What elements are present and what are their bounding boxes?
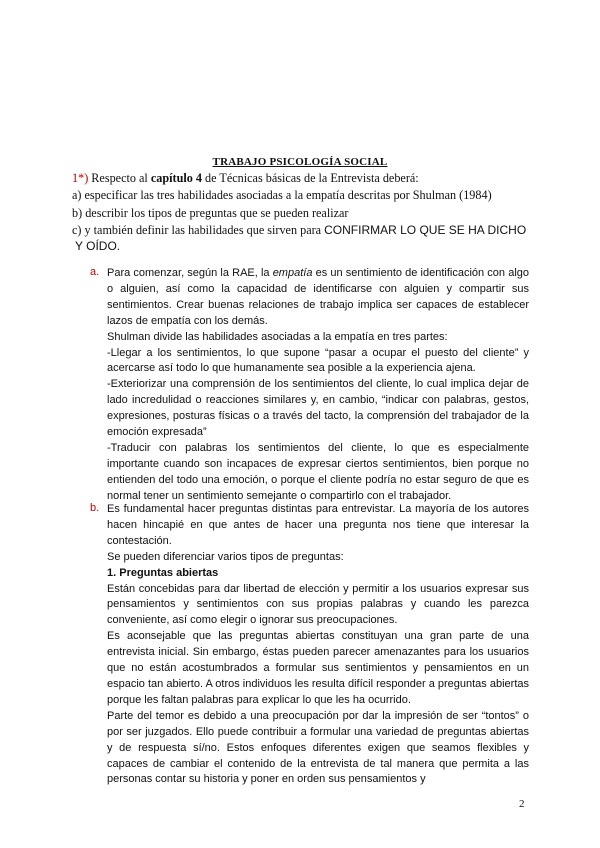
question-a: a) especificar las tres habilidades asociadas a la empatía descritas por Shulman (1984) [72,188,492,202]
page-number: 2 [519,798,525,810]
section-b-paragraph: Parte del temor es debido a una preocupación por dar la impresión de ser “tontos” o por ser juzgados. Ello puede contribuir a formular una variedad de preguntas abiertas y de respuesta sí/no. Estos enfoques diferentes exigen que seamos flexibles y capaces de cambiar el contenido de la entrevista de tal manera que permita a las personas contar su historia y poner en orden sus pensamientos y [107,709,529,786]
section-a-p1-suffix: es un sentimiento de identificación con algo o alguien, así como la capacidad de identificarse con alguien y compartir sus sentimientos. Crear buenas relaciones de trabajo implica ser capaces de establecer lazos de empatía con los demás. [107,267,529,327]
document-title: TRABAJO PSICOLOGÍA SOCIAL [212,156,388,168]
section-b-marker: b. [90,502,100,514]
question-c [72,222,542,238]
question-c-emphasis: CONFIRMAR LO QUE SE HA DICHO [324,223,527,237]
section-a-paragraph: -Llegar a los sentimientos, lo que supone “pasar a ocupar el puesto del cliente” y acercarse así todo lo que humanamente sea posible a la experiencia ajena. [107,346,529,375]
section-a-paragraph [107,266,529,330]
question-number: 1*) [72,171,89,185]
question-c-prefix: c) y también definir las habilidades que sirven para [72,223,325,237]
section-a-marker: a. [90,266,100,278]
section-a-p1-italic: empatía [272,267,313,279]
section-a-p1-prefix: Para comenzar, según la RAE, la [107,267,273,279]
question-c-line2: Y OÍDO. [75,239,121,253]
section-a-body [107,266,529,505]
question-c-continuation [75,238,545,254]
section-b-paragraph: Es aconsejable que las preguntas abiertas constituyan una gran parte de una entrevista inicial. Sin embargo, éstas pueden parecer amenazantes para los usuarios que no están acostumbrados a formular sus sentimientos y pensamientos en un espacio tan abierto. A otros individuos les resulta difícil responder a preguntas abiertas porque les faltan palabras para explicar lo que les ha ocurrido. [107,630,529,706]
section-a-paragraph: Shulman divide las habilidades asociadas a la empatía en tres partes: [107,330,448,343]
section-b-paragraph: Se pueden diferenciar varios tipos de preguntas: [107,550,344,563]
section-a-paragraph: -Exteriorizar una comprensión de los sentimientos del cliente, lo cual implica dejar de lado incredulidad o reacciones similares y, en cambio, “indicar con palabras, gestos, expresiones, posturas físicas o a través del tacto, la comprensión del trabajador de la emoción expresada” [107,378,529,439]
section-b-paragraph: Están concebidas para dar libertad de elección y permitir a los usuarios expresar sus pensamientos y sentimientos con sus propias palabras y cuando les parezca conveniente, así como elegir o ignorar sus preocupaciones. [107,582,529,627]
section-a-paragraph: -Traducir con palabras los sentimientos del cliente, lo que es especialmente importante cuando son incapaces de expresar ciertos sentimientos, bien porque no entienden del todo una emoción, o porque el cliente podría no estar seguro de que es normal tener un sentimiento semejante o compartirlo con el trabajador. [107,441,529,502]
question-1-bold: capítulo 4 [150,171,202,185]
question-1 [72,170,542,186]
section-b-heading: 1. Preguntas abiertas [107,566,219,579]
section-b-body [107,502,529,788]
question-1-suffix: de Técnicas básicas de la Entrevista deberá: [202,171,419,185]
section-b-paragraph: Es fundamental hacer preguntas distintas para entrevistar. La mayoría de los autores hacen hincapié en que antes de hacer una pregunta nos tiene que interesar la contestación. [107,503,529,547]
question-b: b) describir los tipos de preguntas que se pueden realizar [72,206,349,220]
question-1-prefix: Respecto al [88,171,151,185]
